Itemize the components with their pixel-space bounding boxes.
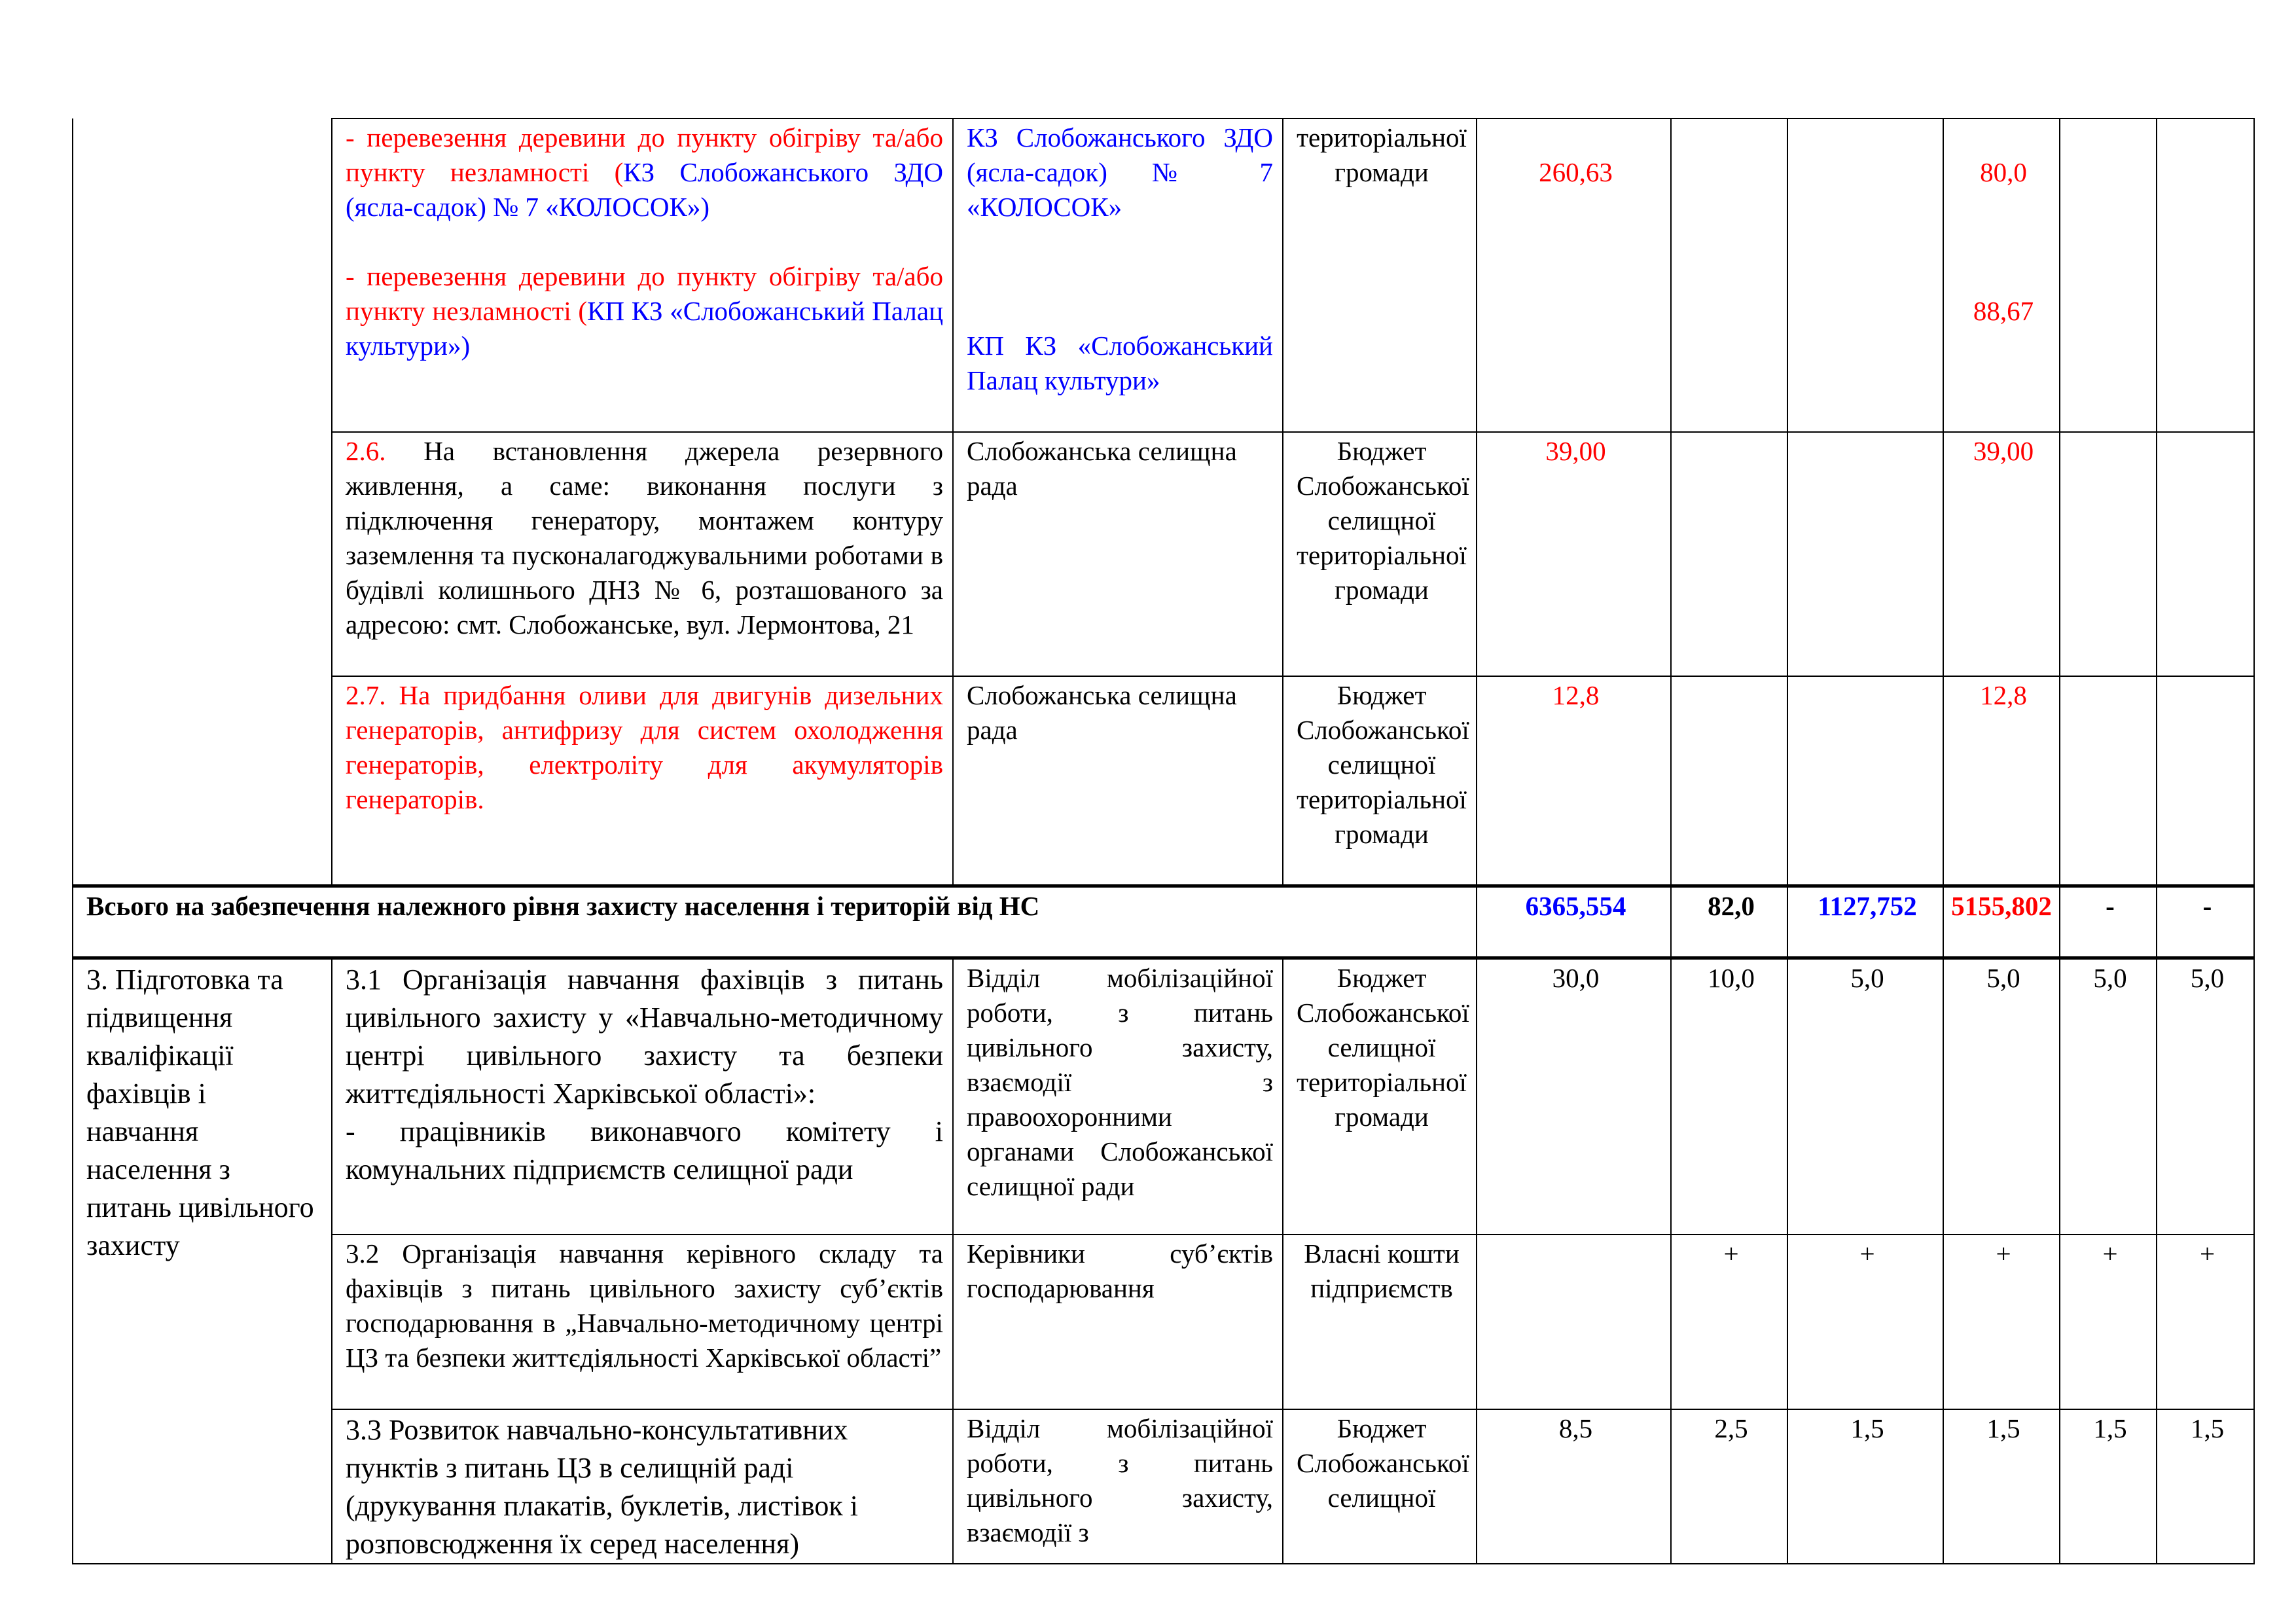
executor-text: КП КЗ «Слобожанський Палац культури» (967, 331, 1273, 395)
y2024-cell: + (1787, 1235, 1943, 1409)
total-cell (1477, 1235, 1671, 1409)
source-cell: територіальної громади (1283, 118, 1477, 432)
y2027-cell (2157, 432, 2254, 676)
y2026-cell: + (2060, 1235, 2157, 1409)
y2024-cell: 5,0 (1787, 958, 1943, 1235)
y2023-cell (1671, 676, 1787, 886)
summary-2027: - (2157, 886, 2254, 958)
y2025-cell: 1,5 (1943, 1409, 2060, 1564)
y2023-cell: 10,0 (1671, 958, 1787, 1235)
source-cell: Бюджет Слобожанської селищної (1283, 1409, 1477, 1564)
y2025-cell: 5,0 (1943, 958, 2060, 1235)
y2023-cell: + (1671, 1235, 1787, 1409)
y2026-cell: 1,5 (2060, 1409, 2157, 1564)
source-cell: Бюджет Слобожанської селищної територіальної громади (1283, 432, 1477, 676)
measure-text: - перевезення деревини до пункту обігріву та/або пункту незламності ( (346, 122, 943, 187)
total-cell: 12,8 (1477, 676, 1671, 886)
source-cell: Бюджет Слобожанської селищної територіальної громади (1283, 676, 1477, 886)
table-row (73, 118, 2254, 432)
program-measures-table (72, 118, 2255, 1564)
summary-2024: 1127,752 (1787, 886, 1943, 958)
total-cell (1477, 118, 1671, 432)
executor-cell: Слобожанська селищна рада (953, 676, 1283, 886)
source-cell: Бюджет Слобожанської селищної територіальної громади (1283, 958, 1477, 1235)
y2023-cell: 2,5 (1671, 1409, 1787, 1564)
paren: ) (700, 192, 709, 222)
summary-label: Всього на забезпечення належного рівня захисту населення і територій від НС (73, 886, 1477, 958)
table-row (73, 432, 2254, 676)
executor-cell: Слобожанська селищна рада (953, 432, 1283, 676)
summary-row (73, 886, 2254, 958)
y2024-cell (1787, 676, 1943, 886)
table-row (73, 958, 2254, 1235)
executor-cell: Відділ мобілізаційної роботи, з питань цивільного захисту, взаємодії з (953, 1409, 1283, 1564)
y2023-cell (1671, 118, 1787, 432)
table-row (73, 676, 2254, 886)
org-name: КЗ Слобожанського ЗДО (ясла-садок) № 7 «КОЛОСОК» (346, 157, 943, 222)
table-row (73, 1235, 2254, 1409)
measure-number: 2.6. (346, 436, 386, 466)
y2024-cell (1787, 432, 1943, 676)
y2025-cell: 39,00 (1943, 432, 2060, 676)
summary-2026: - (2060, 886, 2157, 958)
executor-cell (953, 118, 1283, 432)
executor-text: КЗ Слобожанського ЗДО (ясла-садок) № 7 «КОЛОСОК» (967, 122, 1273, 222)
y2026-cell (2060, 118, 2157, 432)
total-cell: 8,5 (1477, 1409, 1671, 1564)
measure-cell: 3.2 Організація навчання керівного складу та фахівців з питань цивільного захисту суб’єктів господарювання в „Навчально-методичному центрі ЦЗ та безпеки життєдіяльності Харківської області” (332, 1235, 953, 1409)
summary-total: 6365,554 (1477, 886, 1671, 958)
measure-text: 3.1 Організація навчання фахівців з питань цивільного захисту у «Навчально-методичному центрі цивільного захисту та безпеки життєдіяльності Харківської області»: (346, 963, 943, 1110)
amount-value: 80,0 (1980, 157, 2027, 187)
amount-value: 88,67 (1973, 296, 2034, 326)
y2025-cell: + (1943, 1235, 2060, 1409)
executor-cell: Керівники суб’єктів господарювання (953, 1235, 1283, 1409)
y2026-cell (2060, 676, 2157, 886)
measure-subitem: - працівників виконавчого комітету і комунальних підприємств селищної ради (346, 1115, 943, 1185)
measure-text: На встановлення джерела резервного живлення, а саме: виконання послуги з підключення генератору, монтажем контуру заземлення та пусконалагоджувальними роботами в будівлі колишнього ДНЗ № 6, розташованого за адресою: смт. Слобожанське, вул. Лермонтова, 21 (346, 436, 944, 640)
total-cell: 30,0 (1477, 958, 1671, 1235)
y2024-cell (1787, 118, 1943, 432)
y2027-cell: 5,0 (2157, 958, 2254, 1235)
y2025-cell: 12,8 (1943, 676, 2060, 886)
measure-cell: 2.7. На придбання оливи для двигунів дизельних генераторів, антифризу для систем охолодження генераторів, електроліту для акумуляторів генераторів. (332, 676, 953, 886)
measure-cell (332, 432, 953, 676)
y2025-cell (1943, 118, 2060, 432)
y2027-cell (2157, 676, 2254, 886)
source-cell: Власні кошти підприємств (1283, 1235, 1477, 1409)
measure-cell: 3.3 Розвиток навчально-консультативних пунктів з питань ЦЗ в селищній раді (друкування плакатів, буклетів, листівок і розповсюдження їх серед населення) (332, 1409, 953, 1564)
summary-2023: 82,0 (1671, 886, 1787, 958)
total-value: 260,63 (1539, 157, 1613, 187)
org-name: КП КЗ «Слобожанський Палац культури» (346, 296, 944, 361)
y2026-cell (2060, 432, 2157, 676)
y2027-cell: 1,5 (2157, 1409, 2254, 1564)
summary-2025: 5155,802 (1943, 886, 2060, 958)
empty-category-cell (73, 118, 332, 886)
measure-text: - перевезення деревини до пункту обігріву та/або пункту незламності ( (346, 261, 943, 326)
measure-cell (332, 958, 953, 1235)
section-title: 3. Підготовка та підвищення кваліфікації фахівців і навчання населення з питань цивільного захисту (73, 958, 332, 1564)
y2026-cell: 5,0 (2060, 958, 2157, 1235)
y2023-cell (1671, 432, 1787, 676)
y2027-cell (2157, 118, 2254, 432)
y2024-cell: 1,5 (1787, 1409, 1943, 1564)
total-cell: 39,00 (1477, 432, 1671, 676)
paren: ) (461, 331, 471, 361)
y2027-cell: + (2157, 1235, 2254, 1409)
executor-cell: Відділ мобілізаційної роботи, з питань цивільного захисту, взаємодії з правоохоронними органами Слобожанської селищної ради (953, 958, 1283, 1235)
table-row (73, 1409, 2254, 1564)
measure-cell (332, 118, 953, 432)
